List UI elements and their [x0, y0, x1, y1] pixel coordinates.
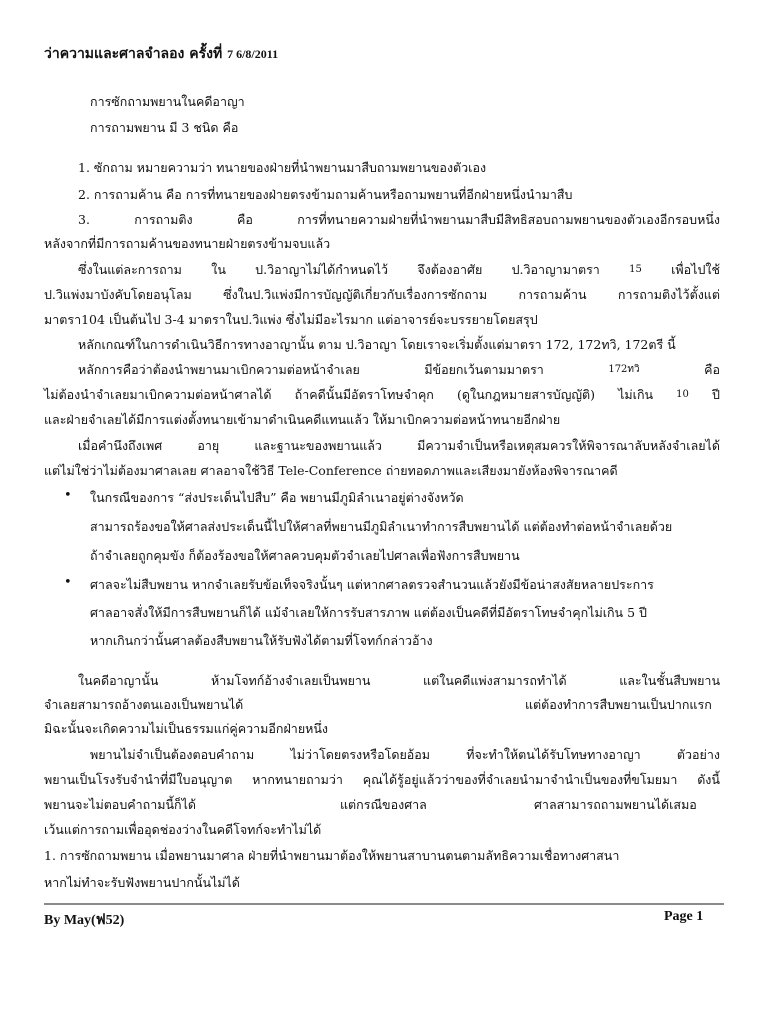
para1-seg: ใน [211, 262, 226, 277]
para3-seg: มีข้อยกเว้นตามมาตรา [424, 362, 544, 377]
para1-line-3: มาตรา104 เป็นต้นไป 3-4 มาตราในป.วิแพ่ง ซึ่งไม่มีอะไรมาก แต่อาจารย์จะบรรยายโดยสรุป [44, 312, 538, 327]
para4-seg: มีความจำเป็นหรือเหตุสมควรให้พิจารณาลับหลังจำเลยได้ [417, 438, 720, 453]
para5-line-2b: แต่ต้องทำการสืบพยานเป็นปากแรก [525, 697, 712, 712]
footer-page-number: Page 1 [664, 909, 704, 924]
para6-seg: พยานเป็นโรงรับจำนำที่มีใบอนุญาต [44, 772, 233, 787]
para6-seg: พยานไม่จำเป็นต้องตอบคำถาม [90, 747, 255, 762]
para7-line-1: 1. การซักถามพยาน เมื่อพยานมาศาล ฝ่ายที่นำพยานมาต้องให้พยานสาบานตนตามลัทธิความเชื่อทางศาสนา [44, 848, 620, 863]
para5-line-1 [78, 673, 720, 689]
para1-seg: ป.วิอาญามาตรา [511, 262, 600, 277]
para6-line-3a: พยานจะไม่ตอบคำถามนี้ก็ได้ [44, 797, 196, 812]
intro-line-1: การซักถามพยานในคดีอาญา [90, 94, 245, 109]
para3-seg: ถ้าคดีนั้นมีอัตราโทษจำคุก [294, 387, 434, 402]
bullet-icon: • [64, 575, 72, 590]
para4-line-1 [78, 438, 720, 454]
type-item-3-continued: หลังจากที่มีการถามค้านของทนายฝ่ายตรงข้ามจบแล้ว [44, 236, 331, 251]
para2-line-1: หลักเกณฑ์ในการดำเนินวิธีการทางอาญานั้น ตาม ป.วิอาญา โดยเราจะเริ่มตั้งแต่มาตรา 172, 172ทวิ, 172ตรี นี้ [78, 337, 676, 352]
bullet-2-line-2: ศาลอาจสั่งให้มีการสืบพยานก็ได้ แม้จำเลยให้การรับสารภาพ แต่ต้องเป็นคดีที่มีอัตราโทษจำคุกไม่เกิน 5 ปี [90, 605, 647, 620]
para6-seg: ดังนี้ [697, 772, 720, 787]
para6-seg: ตัวอย่าง [676, 747, 720, 762]
para5-seg: ในคดีอาญานั้น [78, 673, 159, 688]
para5-seg: แต่ในคดีแพ่งสามารถทำได้ [423, 673, 567, 688]
para1-seg: การถามติงไว้ตั้งแต่ [617, 287, 720, 302]
para1-seg: จึงต้องอาศัย [417, 262, 483, 277]
bullet-icon: • [64, 488, 72, 503]
para6-line-3b: แต่กรณีของศาล [340, 797, 427, 812]
para1-seg: 15 [629, 264, 642, 275]
para7-line-2: หากไม่ทำจะรับฟังพยานปากนั้นไม่ได้ [44, 875, 240, 890]
page-title [44, 46, 278, 62]
para3-seg: 10 [676, 389, 689, 400]
title-date: 7 6/8/2011 [227, 47, 279, 61]
para3-seg: (ดูในกฎหมายสารบัญญัติ) [457, 387, 596, 402]
title-text: ว่าความและศาลจำลอง ครั้งที่ [44, 46, 223, 62]
para3-seg: 172ทวิ [608, 364, 640, 375]
para3-line-1 [78, 362, 720, 378]
type-item-3-term: การถามติง [134, 212, 193, 227]
para3-seg: ปี [712, 387, 720, 402]
para3-seg: คือ [704, 362, 720, 377]
para4-seg: อายุ [197, 438, 220, 453]
bullet-1-line-2: สามารถร้องขอให้ศาลส่งประเด็นนี้ไปให้ศาลที่พยานมีภูมิลำเนาทำการสืบพยานได้ แต่ต้องทำต่อหน้าจำเลยด้วย [90, 519, 673, 534]
type-item-3 [78, 212, 720, 228]
type-item-1: 1. ซักถาม หมายความว่า ทนายของฝ่ายที่นำพยานมาสืบถามพยานของตัวเอง [78, 160, 487, 175]
para1-line-2 [44, 287, 720, 303]
para3-line-3: และฝ่ายจำเลยได้มีการแต่งตั้งทนายเข้ามาดำเนินคดีแทนแล้ว ให้มาเบิกความต่อหน้าทนายอีกฝ่าย [44, 412, 561, 427]
footer-divider [44, 903, 724, 905]
para1-seg: ซึ่งในแต่ละการถาม [78, 262, 182, 277]
bullet-2-line-1: ศาลจะไม่สืบพยาน หากจำเลยรับข้อเท็จจริงนั้นๆ แต่หากศาลตรวจสำนวนแล้วยังมีข้อน่าสงสัยหลายประการ [90, 577, 654, 592]
para1-line-1 [78, 262, 720, 278]
type-item-3-number: 3. [78, 212, 90, 227]
type-item-2: 2. การถามค้าน คือ การที่ทนายของฝ่ายตรงข้ามถามค้านหรือถามพยานที่อีกฝ่ายหนึ่งนำมาสืบ [78, 187, 573, 202]
para6-seg: ไม่ว่าโดยตรงหรือโดยอ้อม [290, 747, 431, 762]
para1-seg: การถามค้าน [518, 287, 587, 302]
bullet-2-line-3: หากเกินกว่านั้นศาลต้องสืบพยานให้รับฟังได้ตามที่โจทก์กล่าวอ้าง [90, 633, 433, 648]
bullet-1-line-3: ถ้าจำเลยถูกคุมขัง ก็ต้องร้องขอให้ศาลควบคุมตัวจำเลยไปศาลเพื่อฟังการสืบพยาน [90, 548, 520, 563]
para5-line-2a: จำเลยสามารถอ้างตนเองเป็นพยานได้ [44, 697, 244, 712]
para6-line-3c: ศาลสามารถถามพยานได้เสมอ [534, 797, 697, 812]
para5-seg: ห้ามโจทก์อ้างจำเลยเป็นพยาน [211, 673, 371, 688]
para1-seg: ซึ่งในป.วิแพ่งมีการบัญญัติเกี่ยวกับเรื่องการซักถาม [223, 287, 488, 302]
intro-line-2: การถามพยาน มี 3 ชนิด คือ [90, 120, 239, 135]
para3-seg: ไม่เกิน [618, 387, 654, 402]
para6-line-4: เว้นแต่การถามเพื่ออุดช่องว่างในคดีโจทก์จะทำไม่ได้ [44, 822, 322, 837]
para1-seg: ป.วิอาญาไม่ได้กำหนดไว้ [255, 262, 389, 277]
para6-seg: คุณได้รู้อยู่แล้วว่าของที่จำเลยนำมาจำนำเป็นของที่ขโมยมา [362, 772, 678, 787]
type-item-3-is: คือ [236, 212, 253, 227]
para5-line-3: มิฉะนั้นจะเกิดความไม่เป็นธรรมแก่คู่ความอีกฝ่ายหนึ่ง [44, 721, 329, 736]
para1-seg: เพื่อไปใช้ [671, 262, 720, 277]
type-item-3-definition: การที่ทนายความฝ่ายที่นำพยานมาสืบมีสิทธิสอบถามพยานของตัวเองอีกรอบหนึ่ง [297, 212, 720, 227]
para5-seg: และในชั้นสืบพยาน [619, 673, 720, 688]
para3-seg: ไม่ต้องนำจำเลยมาเบิกความต่อหน้าศาลได้ [44, 387, 272, 402]
para3-line-2 [44, 387, 720, 403]
para4-seg: และฐานะของพยานแล้ว [254, 438, 382, 453]
footer-author: By May(ฟ52) [44, 913, 125, 928]
para4-line-2: แต่ไม่ใช่ว่าไม่ต้องมาศาลเลย ศาลอาจใช้วิธี Tele-Conference ถ่ายทอดภาพและเสียงมายังห้องพิจารณาคดี [44, 463, 618, 478]
para6-seg: ที่จะทำให้ตนได้รับโทษทางอาญา [466, 747, 641, 762]
para6-line-1 [90, 747, 720, 763]
para3-seg: หลักการคือว่าต้องนำพยานมาเบิกความต่อหน้าจำเลย [78, 362, 360, 377]
para4-seg: เมื่อคำนึงถึงเพศ [78, 438, 163, 453]
para1-seg: ป.วิแพ่งมาบังคับโดยอนุโลม [44, 287, 192, 302]
para6-seg: หากทนายถามว่า [252, 772, 343, 787]
bullet-1-line-1: ในกรณีของการ “ส่งประเด็นไปสืบ” คือ พยานมีภูมิลำเนาอยู่ต่างจังหวัด [90, 490, 464, 505]
para6-line-2 [44, 772, 720, 788]
